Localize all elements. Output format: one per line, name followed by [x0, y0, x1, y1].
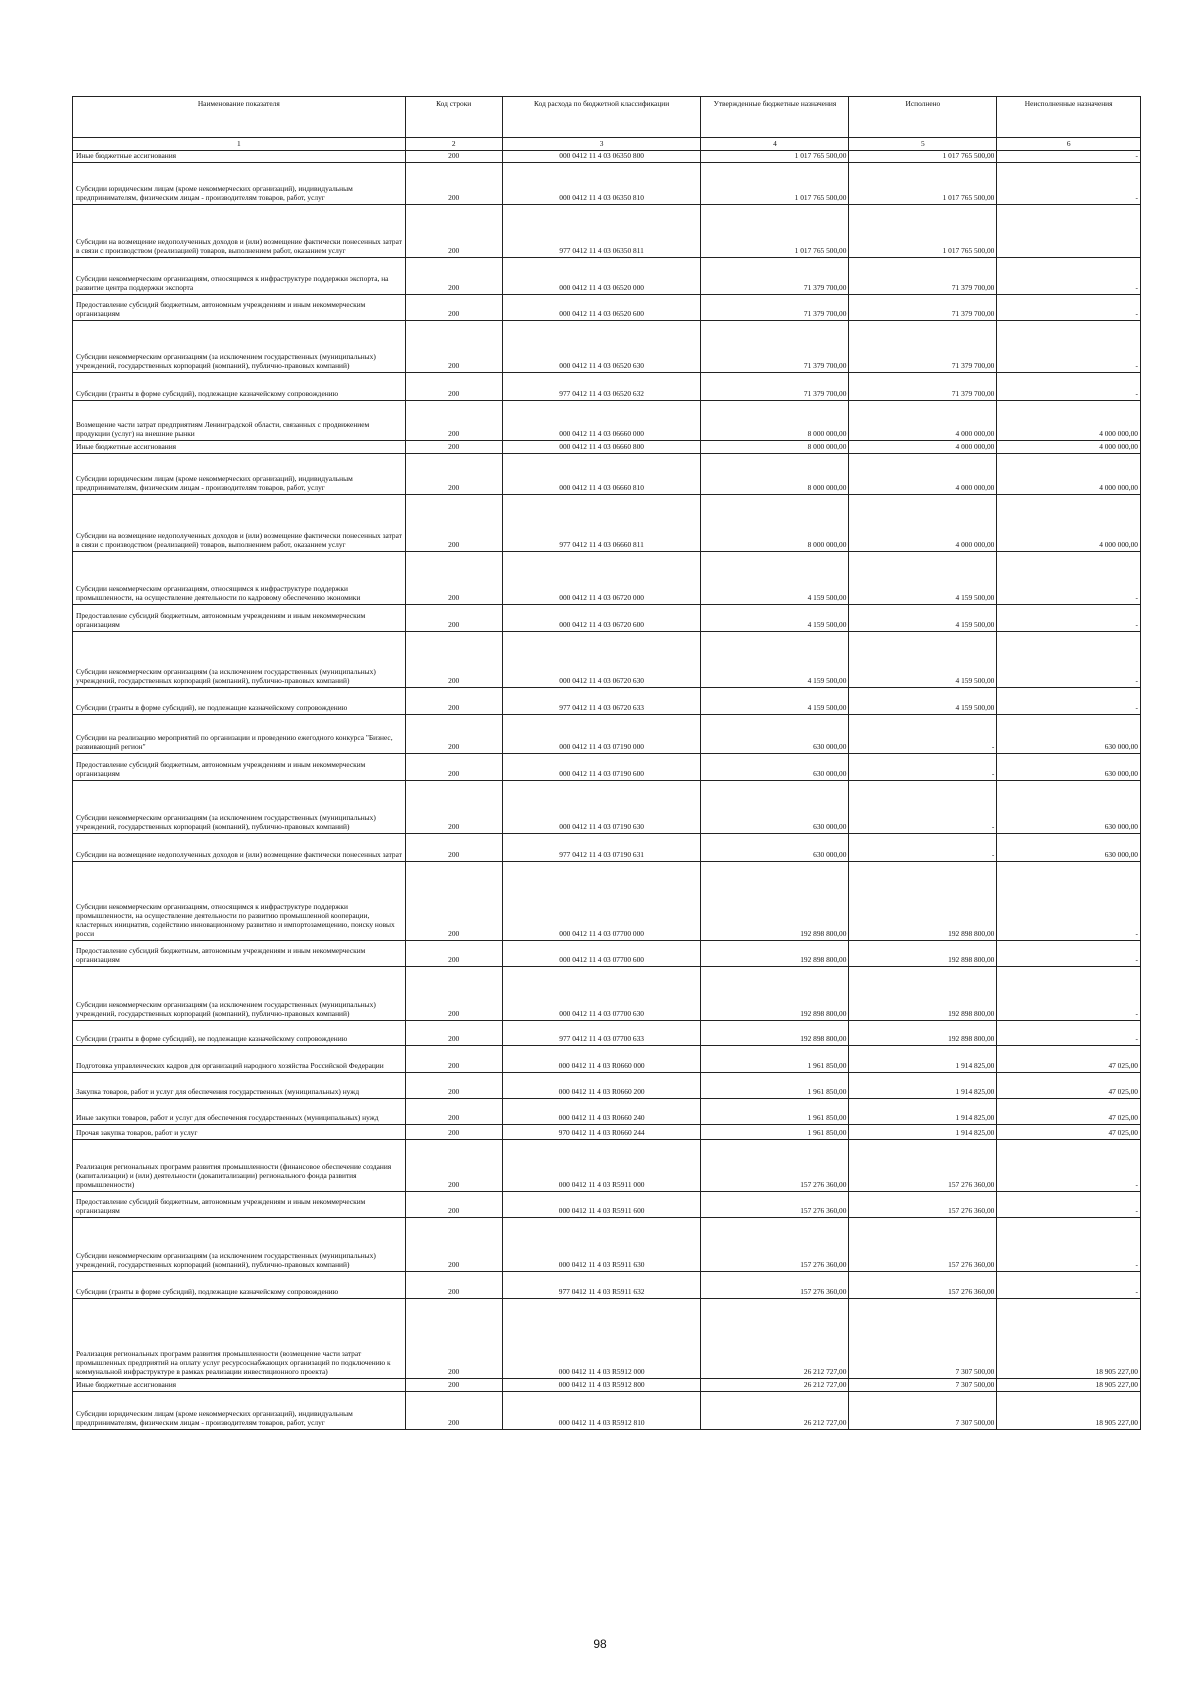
- remaining-amount-cell: 18 905 227,00: [997, 1298, 1141, 1378]
- table-row: [73, 714, 1141, 753]
- approved-amount-cell: 71 379 700,00: [701, 294, 849, 320]
- table-row: [73, 631, 1141, 687]
- table-row: [73, 1191, 1141, 1217]
- table-row: [73, 833, 1141, 861]
- line-code-cell: 200: [405, 966, 502, 1020]
- executed-amount-cell: 1 914 825,00: [849, 1124, 997, 1139]
- remaining-amount-cell: -: [997, 604, 1141, 631]
- indicator-name-cell: Субсидии (гранты в форме субсидий), не подлежащие казначейскому сопровождению: [73, 687, 406, 714]
- approved-amount-cell: 8 000 000,00: [701, 440, 849, 453]
- table-row: [73, 320, 1141, 372]
- indicator-name-cell: Субсидии на реализацию мероприятий по организации и проведению ежегодного конкурса "Бизнес, развивающий регион": [73, 714, 406, 753]
- budget-code-cell: 000 0412 11 4 03 R5912 000: [502, 1298, 701, 1378]
- column-number: 5: [849, 138, 997, 151]
- approved-amount-cell: 8 000 000,00: [701, 453, 849, 494]
- budget-code-cell: 000 0412 11 4 03 07190 630: [502, 780, 701, 833]
- table-row: [73, 551, 1141, 604]
- executed-amount-cell: 1 017 765 500,00: [849, 204, 997, 257]
- indicator-name-cell: Предоставление субсидий бюджетным, автономным учреждениям и иным некоммерческим организациям: [73, 940, 406, 966]
- table-row: [73, 604, 1141, 631]
- table-row: [73, 780, 1141, 833]
- line-code-cell: 200: [405, 551, 502, 604]
- budget-code-cell: 977 0412 11 4 03 07700 633: [502, 1020, 701, 1045]
- approved-amount-cell: 4 159 500,00: [701, 604, 849, 631]
- line-code-cell: 200: [405, 1391, 502, 1429]
- executed-amount-cell: 192 898 800,00: [849, 966, 997, 1020]
- approved-amount-cell: 71 379 700,00: [701, 320, 849, 372]
- indicator-name-cell: Иные закупки товаров, работ и услуг для обеспечения государственных (муниципальных) нужд: [73, 1098, 406, 1124]
- remaining-amount-cell: -: [997, 162, 1141, 204]
- remaining-amount-cell: 4 000 000,00: [997, 440, 1141, 453]
- executed-amount-cell: 4 159 500,00: [849, 631, 997, 687]
- executed-amount-cell: -: [849, 753, 997, 780]
- budget-code-cell: 000 0412 11 4 03 07700 630: [502, 966, 701, 1020]
- table-row: [73, 1391, 1141, 1429]
- line-code-cell: 200: [405, 1045, 502, 1072]
- budget-code-cell: 000 0412 11 4 03 07190 000: [502, 714, 701, 753]
- indicator-name-cell: Субсидии некоммерческим организациям (за исключением государственных (муниципальных) учреждений, государственных корпораций (компаний), публично-правовых компаний): [73, 966, 406, 1020]
- approved-amount-cell: 71 379 700,00: [701, 257, 849, 294]
- column-number: 2: [405, 138, 502, 151]
- indicator-name-cell: Субсидии юридическим лицам (кроме некоммерческих организаций), индивидуальным предпринимателям, физическим лицам - производителям товаров, работ, услуг: [73, 453, 406, 494]
- remaining-amount-cell: -: [997, 631, 1141, 687]
- line-code-cell: 200: [405, 320, 502, 372]
- budget-code-cell: 000 0412 11 4 03 06720 600: [502, 604, 701, 631]
- approved-amount-cell: 157 276 360,00: [701, 1191, 849, 1217]
- approved-amount-cell: 26 212 727,00: [701, 1391, 849, 1429]
- remaining-amount-cell: -: [997, 1139, 1141, 1191]
- indicator-name-cell: Субсидии некоммерческим организациям, относящимся к инфраструктуре поддержки промышленности, на осуществление деятельности по кадровому обеспечению экономики: [73, 551, 406, 604]
- line-code-cell: 200: [405, 1217, 502, 1271]
- line-code-cell: 200: [405, 861, 502, 940]
- column-number-row: [73, 138, 1141, 151]
- indicator-name-cell: Субсидии некоммерческим организациям (за исключением государственных (муниципальных) учреждений, государственных корпораций (компаний), публично-правовых компаний): [73, 631, 406, 687]
- indicator-name-cell: Субсидии (гранты в форме субсидий), подлежащие казначейскому сопровождению: [73, 372, 406, 400]
- approved-amount-cell: 1 961 850,00: [701, 1098, 849, 1124]
- executed-amount-cell: 192 898 800,00: [849, 940, 997, 966]
- table-row: [73, 687, 1141, 714]
- budget-code-cell: 977 0412 11 4 03 06660 811: [502, 494, 701, 551]
- indicator-name-cell: Возмещение части затрат предприятиям Ленинградской области, связанных с продвижением продукции (услуг) на внешние рынки: [73, 400, 406, 440]
- line-code-cell: 200: [405, 1020, 502, 1045]
- remaining-amount-cell: -: [997, 372, 1141, 400]
- line-code-cell: 200: [405, 604, 502, 631]
- budget-code-cell: 977 0412 11 4 03 06720 633: [502, 687, 701, 714]
- remaining-amount-cell: -: [997, 1020, 1141, 1045]
- budget-code-cell: 977 0412 11 4 03 06520 632: [502, 372, 701, 400]
- executed-amount-cell: 7 307 500,00: [849, 1378, 997, 1391]
- table-row: [73, 1020, 1141, 1045]
- executed-amount-cell: 192 898 800,00: [849, 1020, 997, 1045]
- budget-code-cell: 000 0412 11 4 03 R0660 240: [502, 1098, 701, 1124]
- approved-amount-cell: 630 000,00: [701, 780, 849, 833]
- budget-code-cell: 977 0412 11 4 03 R5911 632: [502, 1271, 701, 1298]
- budget-code-cell: 000 0412 11 4 03 R5912 810: [502, 1391, 701, 1429]
- header-indicator-name: Наименование показателя: [73, 97, 406, 138]
- remaining-amount-cell: -: [997, 1217, 1141, 1271]
- executed-amount-cell: 4 159 500,00: [849, 604, 997, 631]
- approved-amount-cell: 8 000 000,00: [701, 400, 849, 440]
- executed-amount-cell: 157 276 360,00: [849, 1139, 997, 1191]
- approved-amount-cell: 8 000 000,00: [701, 494, 849, 551]
- table-row: [73, 204, 1141, 257]
- remaining-amount-cell: -: [997, 551, 1141, 604]
- line-code-cell: 200: [405, 1072, 502, 1098]
- approved-amount-cell: 1 961 850,00: [701, 1072, 849, 1098]
- indicator-name-cell: Реализация региональных программ развития промышленности (финансовое обеспечение создания (капитализации) и (или) деятельности (докапитализации) регионального фонда развития промышленности): [73, 1139, 406, 1191]
- indicator-name-cell: Субсидии некоммерческим организациям (за исключением государственных (муниципальных) учреждений, государственных корпораций (компаний), публично-правовых компаний): [73, 1217, 406, 1271]
- executed-amount-cell: 157 276 360,00: [849, 1271, 997, 1298]
- remaining-amount-cell: -: [997, 257, 1141, 294]
- executed-amount-cell: 4 000 000,00: [849, 440, 997, 453]
- line-code-cell: 200: [405, 294, 502, 320]
- line-code-cell: 200: [405, 1271, 502, 1298]
- header-budget-code: Код расхода по бюджетной классификации: [502, 97, 701, 138]
- executed-amount-cell: 4 000 000,00: [849, 400, 997, 440]
- table-row: [73, 162, 1141, 204]
- indicator-name-cell: Предоставление субсидий бюджетным, автономным учреждениям и иным некоммерческим организациям: [73, 294, 406, 320]
- approved-amount-cell: 630 000,00: [701, 833, 849, 861]
- indicator-name-cell: Прочая закупка товаров, работ и услуг: [73, 1124, 406, 1139]
- budget-code-cell: 000 0412 11 4 03 R5911 600: [502, 1191, 701, 1217]
- table-row: [73, 753, 1141, 780]
- line-code-cell: 200: [405, 753, 502, 780]
- remaining-amount-cell: 18 905 227,00: [997, 1378, 1141, 1391]
- indicator-name-cell: Субсидии на возмещение недополученных доходов и (или) возмещение фактически понесенных затрат в связи с производством (реализацией) товаров, выполнением работ, оказанием услуг: [73, 204, 406, 257]
- indicator-name-cell: Субсидии некоммерческим организациям, относящимся к инфраструктуре поддержки экспорта, на развитие центра поддержки экспорта: [73, 257, 406, 294]
- remaining-amount-cell: -: [997, 320, 1141, 372]
- budget-code-cell: 000 0412 11 4 03 06720 000: [502, 551, 701, 604]
- approved-amount-cell: 192 898 800,00: [701, 966, 849, 1020]
- executed-amount-cell: 71 379 700,00: [849, 257, 997, 294]
- table-row: [73, 1139, 1141, 1191]
- table-row: [73, 966, 1141, 1020]
- indicator-name-cell: Субсидии некоммерческим организациям, относящимся к инфраструктуре поддержки промышленности, на осуществление деятельности по развитию промышленной кооперации, кластерных инициатив, содействию инновационному развитию и импортозамещению, поиску новых росси: [73, 861, 406, 940]
- budget-code-cell: 000 0412 11 4 03 06720 630: [502, 631, 701, 687]
- budget-code-cell: 000 0412 11 4 03 07700 600: [502, 940, 701, 966]
- indicator-name-cell: Подготовка управленческих кадров для организаций народного хозяйства Российской Федерации: [73, 1045, 406, 1072]
- remaining-amount-cell: 4 000 000,00: [997, 400, 1141, 440]
- remaining-amount-cell: -: [997, 861, 1141, 940]
- remaining-amount-cell: 4 000 000,00: [997, 494, 1141, 551]
- executed-amount-cell: 1 017 765 500,00: [849, 162, 997, 204]
- indicator-name-cell: Реализация региональных программ развития промышленности (возмещение части затрат промышленных предприятий на оплату услуг ресурсоснабжающих организаций по подключению к коммунальной инфраструктуре в рамках реализации инвестиционного проекта): [73, 1298, 406, 1378]
- remaining-amount-cell: 47 025,00: [997, 1124, 1141, 1139]
- approved-amount-cell: 4 159 500,00: [701, 551, 849, 604]
- approved-amount-cell: 192 898 800,00: [701, 940, 849, 966]
- header-approved: Утвержденные бюджетные назначения: [701, 97, 849, 138]
- indicator-name-cell: Субсидии некоммерческим организациям (за исключением государственных (муниципальных) учреждений, государственных корпораций (компаний), публично-правовых компаний): [73, 320, 406, 372]
- executed-amount-cell: -: [849, 714, 997, 753]
- executed-amount-cell: 4 000 000,00: [849, 494, 997, 551]
- budget-code-cell: 000 0412 11 4 03 R0660 200: [502, 1072, 701, 1098]
- line-code-cell: 200: [405, 780, 502, 833]
- line-code-cell: 200: [405, 453, 502, 494]
- remaining-amount-cell: -: [997, 940, 1141, 966]
- line-code-cell: 200: [405, 1191, 502, 1217]
- remaining-amount-cell: [997, 204, 1141, 257]
- table-row: [73, 1271, 1141, 1298]
- approved-amount-cell: 157 276 360,00: [701, 1217, 849, 1271]
- table-row: [73, 294, 1141, 320]
- page-number: 98: [593, 1637, 607, 1651]
- approved-amount-cell: 4 159 500,00: [701, 687, 849, 714]
- line-code-cell: 200: [405, 162, 502, 204]
- budget-code-cell: 000 0412 11 4 03 R5912 800: [502, 1378, 701, 1391]
- budget-code-cell: 000 0412 11 4 03 06520 600: [502, 294, 701, 320]
- remaining-amount-cell: 630 000,00: [997, 833, 1141, 861]
- executed-amount-cell: 4 159 500,00: [849, 687, 997, 714]
- line-code-cell: 200: [405, 1139, 502, 1191]
- line-code-cell: 200: [405, 1378, 502, 1391]
- line-code-cell: 200: [405, 440, 502, 453]
- remaining-amount-cell: 47 025,00: [997, 1045, 1141, 1072]
- approved-amount-cell: 630 000,00: [701, 714, 849, 753]
- budget-code-cell: 000 0412 11 4 03 07700 000: [502, 861, 701, 940]
- indicator-name-cell: Предоставление субсидий бюджетным, автономным учреждениям и иным некоммерческим организациям: [73, 1191, 406, 1217]
- table-row: [73, 1124, 1141, 1139]
- header-remaining: Неисполненные назначения: [997, 97, 1141, 138]
- table-row: [73, 940, 1141, 966]
- indicator-name-cell: Субсидии (гранты в форме субсидий), не подлежащие казначейскому сопровождению: [73, 1020, 406, 1045]
- table-row: [73, 1378, 1141, 1391]
- table-row: [73, 151, 1141, 163]
- indicator-name-cell: Иные бюджетные ассигнования: [73, 151, 406, 163]
- table-row: [73, 1045, 1141, 1072]
- executed-amount-cell: 157 276 360,00: [849, 1217, 997, 1271]
- column-number: 1: [73, 138, 406, 151]
- approved-amount-cell: 26 212 727,00: [701, 1298, 849, 1378]
- remaining-amount-cell: 4 000 000,00: [997, 453, 1141, 494]
- executed-amount-cell: 157 276 360,00: [849, 1191, 997, 1217]
- budget-code-cell: 000 0412 11 4 03 R0660 000: [502, 1045, 701, 1072]
- approved-amount-cell: 1 017 765 500,00: [701, 204, 849, 257]
- remaining-amount-cell: 47 025,00: [997, 1098, 1141, 1124]
- table-row: [73, 1072, 1141, 1098]
- indicator-name-cell: Закупка товаров, работ и услуг для обеспечения государственных (муниципальных) нужд: [73, 1072, 406, 1098]
- header-line-code: Код строки: [405, 97, 502, 138]
- remaining-amount-cell: -: [997, 151, 1141, 163]
- line-code-cell: 200: [405, 151, 502, 163]
- executed-amount-cell: 1 914 825,00: [849, 1098, 997, 1124]
- approved-amount-cell: 1 961 850,00: [701, 1124, 849, 1139]
- approved-amount-cell: 1 017 765 500,00: [701, 151, 849, 163]
- budget-code-cell: 000 0412 11 4 03 06660 800: [502, 440, 701, 453]
- line-code-cell: 200: [405, 1124, 502, 1139]
- executed-amount-cell: 1 017 765 500,00: [849, 151, 997, 163]
- line-code-cell: 200: [405, 940, 502, 966]
- approved-amount-cell: 630 000,00: [701, 753, 849, 780]
- budget-code-cell: 000 0412 11 4 03 R5911 000: [502, 1139, 701, 1191]
- executed-amount-cell: 4 159 500,00: [849, 551, 997, 604]
- line-code-cell: 200: [405, 372, 502, 400]
- remaining-amount-cell: 630 000,00: [997, 714, 1141, 753]
- remaining-amount-cell: -: [997, 1191, 1141, 1217]
- table-row: [73, 257, 1141, 294]
- table-row: [73, 400, 1141, 440]
- executed-amount-cell: 7 307 500,00: [849, 1391, 997, 1429]
- executed-amount-cell: 71 379 700,00: [849, 320, 997, 372]
- table-row: [73, 453, 1141, 494]
- indicator-name-cell: Субсидии некоммерческим организациям (за исключением государственных (муниципальных) учреждений, государственных корпораций (компаний), публично-правовых компаний): [73, 780, 406, 833]
- column-number: 3: [502, 138, 701, 151]
- budget-code-cell: 000 0412 11 4 03 06520 630: [502, 320, 701, 372]
- budget-execution-table: [72, 96, 1141, 1430]
- budget-code-cell: 970 0412 11 4 03 R0660 244: [502, 1124, 701, 1139]
- column-number: 6: [997, 138, 1141, 151]
- budget-code-cell: 977 0412 11 4 03 07190 631: [502, 833, 701, 861]
- table-row: [73, 372, 1141, 400]
- executed-amount-cell: 192 898 800,00: [849, 861, 997, 940]
- executed-amount-cell: 4 000 000,00: [849, 453, 997, 494]
- budget-code-cell: 977 0412 11 4 03 06350 811: [502, 204, 701, 257]
- table-row: [73, 1298, 1141, 1378]
- line-code-cell: 200: [405, 833, 502, 861]
- table-row: [73, 440, 1141, 453]
- approved-amount-cell: 192 898 800,00: [701, 1020, 849, 1045]
- indicator-name-cell: Предоставление субсидий бюджетным, автономным учреждениям и иным некоммерческим организациям: [73, 604, 406, 631]
- indicator-name-cell: Субсидии юридическим лицам (кроме некоммерческих организаций), индивидуальным предпринимателям, физическим лицам - производителям товаров, работ, услуг: [73, 1391, 406, 1429]
- approved-amount-cell: 192 898 800,00: [701, 861, 849, 940]
- remaining-amount-cell: 47 025,00: [997, 1072, 1141, 1098]
- budget-code-cell: 000 0412 11 4 03 06350 800: [502, 151, 701, 163]
- table-row: [73, 861, 1141, 940]
- approved-amount-cell: 26 212 727,00: [701, 1378, 849, 1391]
- indicator-name-cell: Предоставление субсидий бюджетным, автономным учреждениям и иным некоммерческим организациям: [73, 753, 406, 780]
- budget-code-cell: 000 0412 11 4 03 07190 600: [502, 753, 701, 780]
- table-row: [73, 1098, 1141, 1124]
- approved-amount-cell: 1 017 765 500,00: [701, 162, 849, 204]
- table-row: [73, 494, 1141, 551]
- budget-code-cell: 000 0412 11 4 03 06660 810: [502, 453, 701, 494]
- table-body: [73, 151, 1141, 1430]
- line-code-cell: 200: [405, 714, 502, 753]
- budget-code-cell: 000 0412 11 4 03 06520 000: [502, 257, 701, 294]
- executed-amount-cell: 1 914 825,00: [849, 1072, 997, 1098]
- remaining-amount-cell: -: [997, 966, 1141, 1020]
- line-code-cell: 200: [405, 494, 502, 551]
- executed-amount-cell: -: [849, 780, 997, 833]
- executed-amount-cell: 71 379 700,00: [849, 372, 997, 400]
- indicator-name-cell: Иные бюджетные ассигнования: [73, 440, 406, 453]
- line-code-cell: 200: [405, 631, 502, 687]
- remaining-amount-cell: 630 000,00: [997, 780, 1141, 833]
- line-code-cell: 200: [405, 1098, 502, 1124]
- executed-amount-cell: -: [849, 833, 997, 861]
- line-code-cell: 200: [405, 204, 502, 257]
- approved-amount-cell: 1 961 850,00: [701, 1045, 849, 1072]
- indicator-name-cell: Субсидии на возмещение недополученных доходов и (или) возмещение фактически понесенных затрат: [73, 833, 406, 861]
- approved-amount-cell: 4 159 500,00: [701, 631, 849, 687]
- remaining-amount-cell: 18 905 227,00: [997, 1391, 1141, 1429]
- table-row: [73, 1217, 1141, 1271]
- executed-amount-cell: 7 307 500,00: [849, 1298, 997, 1378]
- remaining-amount-cell: 630 000,00: [997, 753, 1141, 780]
- indicator-name-cell: Субсидии на возмещение недополученных доходов и (или) возмещение фактически понесенных затрат в связи с производством (реализацией) товаров, выполнением работ, оказанием услуг: [73, 494, 406, 551]
- line-code-cell: 200: [405, 687, 502, 714]
- approved-amount-cell: 71 379 700,00: [701, 372, 849, 400]
- budget-code-cell: 000 0412 11 4 03 06350 810: [502, 162, 701, 204]
- column-number: 4: [701, 138, 849, 151]
- budget-code-cell: 000 0412 11 4 03 R5911 630: [502, 1217, 701, 1271]
- approved-amount-cell: 157 276 360,00: [701, 1271, 849, 1298]
- remaining-amount-cell: -: [997, 294, 1141, 320]
- line-code-cell: 200: [405, 1298, 502, 1378]
- executed-amount-cell: 71 379 700,00: [849, 294, 997, 320]
- remaining-amount-cell: -: [997, 687, 1141, 714]
- executed-amount-cell: 1 914 825,00: [849, 1045, 997, 1072]
- indicator-name-cell: Субсидии (гранты в форме субсидий), подлежащие казначейскому сопровождению: [73, 1271, 406, 1298]
- remaining-amount-cell: -: [997, 1271, 1141, 1298]
- budget-code-cell: 000 0412 11 4 03 06660 000: [502, 400, 701, 440]
- indicator-name-cell: Иные бюджетные ассигнования: [73, 1378, 406, 1391]
- line-code-cell: 200: [405, 257, 502, 294]
- header-executed: Исполнено: [849, 97, 997, 138]
- approved-amount-cell: 157 276 360,00: [701, 1139, 849, 1191]
- header-row: [73, 97, 1141, 138]
- indicator-name-cell: Субсидии юридическим лицам (кроме некоммерческих организаций), индивидуальным предпринимателям, физическим лицам - производителям товаров, работ, услуг: [73, 162, 406, 204]
- line-code-cell: 200: [405, 400, 502, 440]
